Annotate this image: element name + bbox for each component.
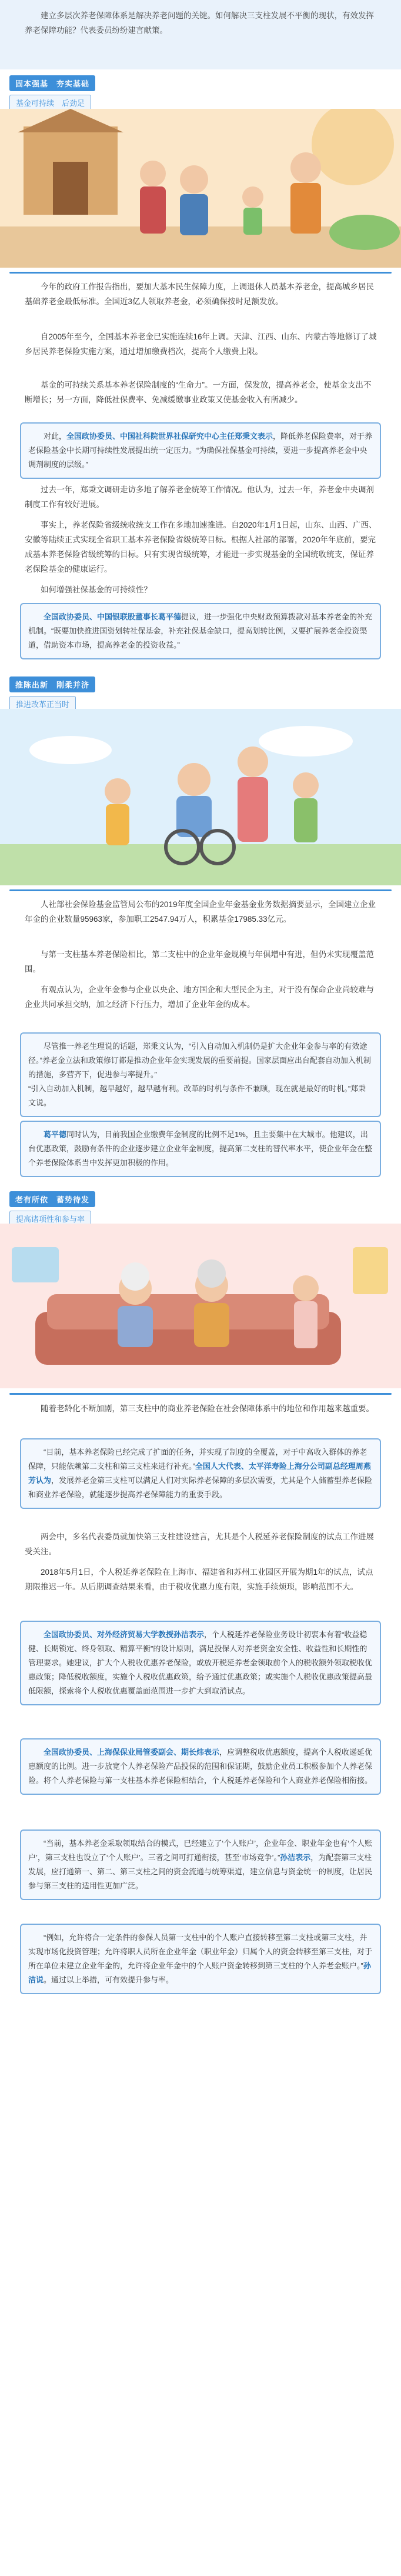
quote-2-speaker: 全国政协委员、中国银联股董事长葛平德 (44, 612, 182, 621)
section-3-paragraph-3: 2018年5月1日，个人税延养老保险在上海市、福建省和苏州工业园区开展为期1年的试点，试点期限推迟一年。从后期调查结果来看，由于税收优惠力度有限，实施手续烦琐，影响范围不大。 (25, 1568, 373, 1591)
section-1-header (9, 75, 95, 111)
quote-e-text: “例如，允许将合一定条件的参保人员第一支柱中的个人账户直接转移至第二支柱或第三支柱，并实现市场化投资管理；允许将职人员所在企业年金（职业年金）归属个人的资金转移至第三支柱，对于所在单位未建立企业年金的，允许将企业年金中的个人账户资金转移到第三支柱的个人养老金账户。” (28, 1933, 373, 1970)
illustration-family-wheelchair (0, 709, 401, 885)
section-2-paragraph-2: 与第一支柱基本养老保险相比，第二支柱中的企业年金规模与年俱增中有进，但仍未实现覆盖范围。 (25, 950, 374, 974)
section-2-quote-speaker: 葛平德 (44, 1130, 67, 1139)
quote-a-rest: ，发展养老金第三支柱可以满足人们对实际养老保障的多层次需要，尤其是个人储蓄型养老保险和商业养老保险，就能逐步提高养老保障能力的重要手段。 (28, 1476, 373, 1499)
section-2-paragraph-3: 有观点认为，企业年金参与企业以央企、地方国企和大型民企为主，对于没有保命企业尚较难与企业共同承担交纳，加之经济下行压力，增加了企业年金的成本。 (25, 985, 374, 1009)
section-1-badge: 固本强基 夯实基础 (9, 75, 95, 91)
section-3-paragraph-2: 两会中，多名代表委员就加快第三支柱建设建言，尤其是个人税延养老保险制度的试点工作进展受关注。 (25, 1532, 374, 1556)
section-1-paragraph-1: 今年的政府工作报告指出，要加大基本民生保障力度，上调退休人员基本养老金，提高城乡居民基础养老金最低标准。全国近3亿人领取养老金，必须确保按时足额发放。 (25, 282, 374, 306)
quote-1-rest: ，降低养老保险费率，对于养老保险基金中长期可持续性发展提出统一定压力。“为确保社保基金可持续，要进一步提高养老金中央调剂制度的层级。” (28, 432, 373, 469)
quote-a-text: “目前，基本养老保险已经完成了扩面的任务，并实现了制度的全覆盖，对于中高收入群体的养老保障，只能依赖第二支柱和第三支柱来进行补充。” (28, 1448, 367, 1471)
quote-2-rest: 提议，进一步强化中央财政预算拨款对基本养老金的补充机制。“既要加快推进国资划转社保基金，补充社保基金缺口，提高划转比例，又要扩展养老金投资渠道，借助资本市场，提高养老金的投资收益。” (28, 612, 373, 649)
section-2-subtitle: 推进改革正当时 (9, 696, 76, 712)
section-1-paragraph-2: 自2005年至今，全国基本养老金已实施连续16年上调。天津、江西、山东、内蒙古等地修订了城乡居民养老保险实施方案，通过增加缴费档次，提高个人缴费上限。 (25, 332, 377, 356)
section-2-header (9, 677, 95, 712)
section-2-paragraph-1: 人社部社会保险基金监管局公布的2019年度全国企业年金基金业务数据摘要显示，全国建立企业年金的企业数量95963家，参加职工2547.94万人，积累基金17985.33亿元。 (25, 900, 376, 924)
quote-1-prefix: 对此， (44, 432, 67, 441)
section-1-subtitle: 基金可持续 后劲足 (9, 95, 91, 111)
section-3-paragraph-1: 随着老龄化不断加剧，第三支柱中的商业养老保险在社会保障体系中的地位和作用越来越重要。 (41, 1404, 374, 1413)
quote-c-speaker: 全国政协委员、上海保保业局管委副会、期长炜表示 (44, 1748, 220, 1757)
section-2-quote-embedded (20, 1032, 381, 1117)
section-3-badge: 老有所依 蓄势待发 (9, 1191, 95, 1207)
section-3-header (9, 1191, 95, 1227)
section-2-quote (20, 1121, 381, 1177)
section-3-subtitle: 提高诸项性和参与率 (9, 1211, 91, 1227)
section-1-paragraph-6: 如何增强社保基金的可持续性？ (41, 585, 152, 594)
quote-e-rest: 。通过以上举措，可有效提升参与率。 (44, 1975, 174, 1984)
intro-banner (0, 0, 401, 69)
section-3-quote-a (20, 1438, 381, 1509)
quote-1-speaker: 全国政协委员、中国社科院世界社保研究中心主任郑秉文表示 (66, 432, 273, 441)
quote-b-speaker: 全国政协委员、对外经济贸易大学教授孙洁表示 (44, 1630, 205, 1639)
section-2-paragraph-4: 尽管推一养老生理说的话题，郑秉文认为，“引入自动加入机制仍是扩大企业年金参与率的有效途径。”养老金立法和政策修订都是推动企业年金实现发展的重要前提。国家层面应出台配套自动加入机制的措施，多营齐下，促进参与率提升。” (28, 1042, 371, 1079)
section-1-paragraph-3: 基金的可持续关系基本养老保险制度的“生命力”。一方面，保发放，提高养老金，使基金支出不断增长；另一方面，降低社保费率、免减缓缴事业政策又使基金收入有所减少。 (25, 381, 372, 404)
section-3-quote-e (20, 1924, 381, 1994)
illustration-elderly-sofa (0, 1224, 401, 1388)
section-3-quote-d (20, 1829, 381, 1900)
section-1-divider (9, 272, 392, 274)
intro-paragraph: 建立多层次养老保障体系是解决养老问题的关键。如何解决三支柱发展不平衡的现状，有效发挥养老保障功能？代表委员纷纷建言献策。 (25, 11, 374, 35)
section-2-quote-rest: 同时认为，目前我国企业缴费年金制度的比例不足1%，且主要集中在大城市。他建议，出台优惠政策，鼓励有条件的企业逐步建立企业年金制度，提高第二支柱的替代率水平，使企业年金在整个养老保险体系当中发挥更加积极的作用。 (28, 1130, 373, 1167)
quote-e-speaker: 孙洁说 (28, 1961, 371, 1984)
section-2-divider (9, 889, 392, 891)
section-1-quote-1 (20, 422, 381, 479)
quote-c-rest: ，应调整税收优惠额度，提高个人税收递延优惠额度的比例。进一步放宽个人养老保险产品投保的范围和保证期，鼓励企业员工积极参加个人养老保险。将个人养老保险与第一支柱基本养老保险相结合，个人税延养老保险和个人商业养老保险相衔接。 (28, 1748, 373, 1785)
section-1-quote-2 (20, 603, 381, 659)
quote-a-speaker: 全国人大代表、太平洋寿险上海分公司副总经理周燕芳认为 (28, 1462, 371, 1485)
quote-d-speaker: 孙洁表示 (280, 1853, 311, 1862)
section-3-quote-b (20, 1621, 381, 1705)
section-1-paragraph-4: 过去一年，郑秉文调研走访多地了解养老金统筹工作情况。他认为，过去一年，养老金中央调剂制度工作有较好进展。 (25, 485, 374, 509)
section-1-paragraph-5: 事实上，养老保险省级统收统支工作在多地加速推进。自2020年1月1日起，山东、山西、广西、安徽等陆续正式实现全省职工基本养老保险省级统筹目标。根据人社部的部署，2020年年底前，要完成基本养老保险省级统筹的目标。只有实现省级统筹，才能进一步实现基金的全国统收统支，保证养老保险基金的健康运行。 (25, 521, 377, 574)
quote-d-text: “当前，基本养老金采取领取结合的模式，已经建立了‘个人账户’，企业年金、职业年金也有‘个人账户’，第三支柱也设立了‘个人账户’。三者之间可打通衔接，甚至‘市场竞争’。” (28, 1839, 372, 1862)
illustration-park-scene (0, 109, 401, 268)
quote-d-rest: ，为配套第三支柱发展，应打通第一、第二、第三支柱之间的资金流通与统筹渠道，建立信息与资金统一的制度，让居民参与第三支柱的适用性更加广泛。 (28, 1853, 373, 1890)
section-3-quote-c (20, 1738, 381, 1795)
section-2-paragraph-5: “引入自动加入机制，越早越好，越早越有利。改革的时机与条件不兼顾，现在就是最好的时机。”郑秉文说。 (28, 1084, 366, 1107)
section-3-divider (9, 1393, 392, 1395)
section-2-badge: 推陈出新 刚柔并济 (9, 677, 95, 692)
quote-b-rest: ，个人税延养老保险业务设计初衷本有着“收益稳健、长期锁定、终身领取、精算平衡”的设计原则，满足投保人对养老资金安全性、收益性和长期性的管理要求。她建议，扩大个人税收优惠养老保险，或放开税延养老金领取前个人的税收额外领取税收优惠政策；降低税收额度，实施个人税收优惠政策，给予通过优惠政策；或实施个人税收优惠政策提高最低限额，探索将个人税收优惠覆盖面范围进一步扩大到取消试点。 (28, 1630, 373, 1695)
